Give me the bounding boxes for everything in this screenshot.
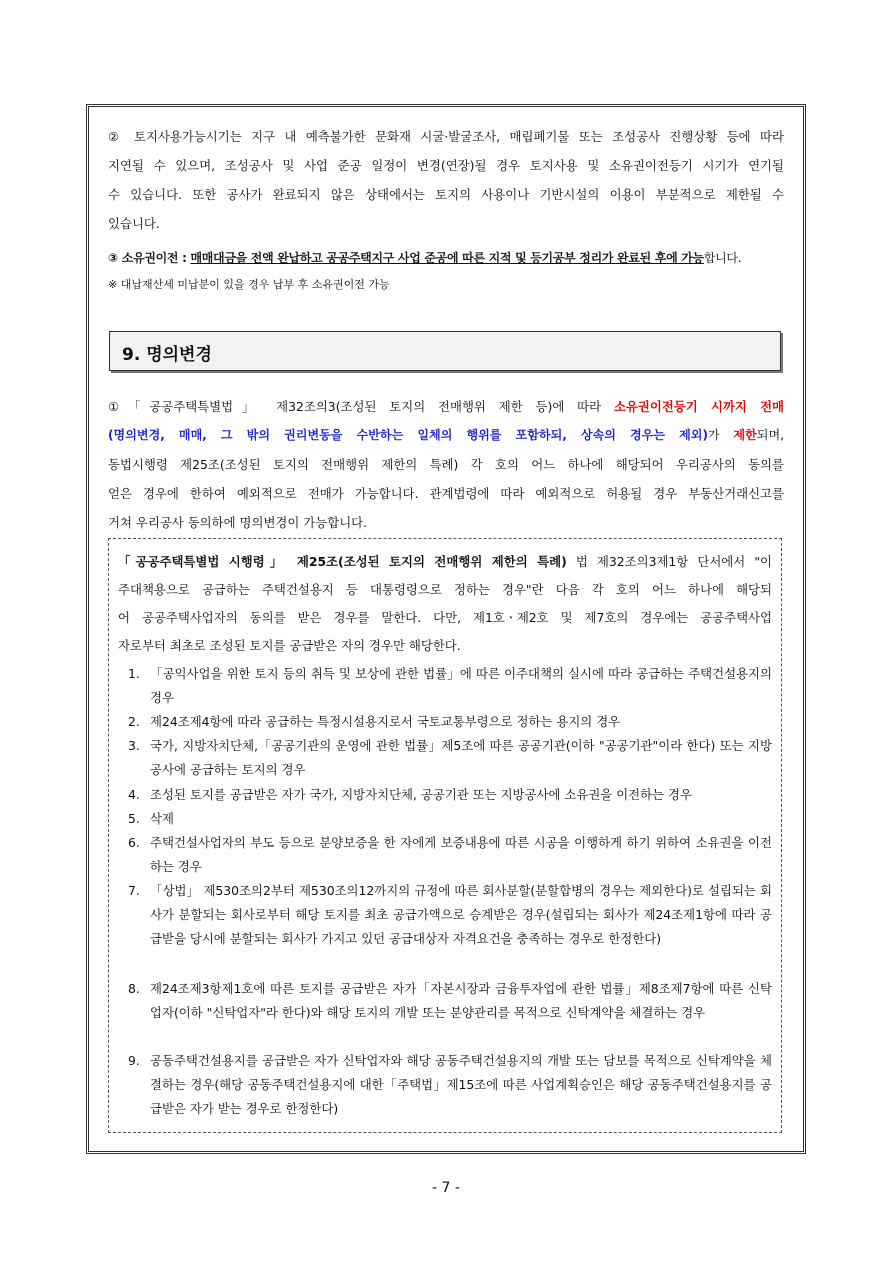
law-item-number: 7. xyxy=(128,883,140,898)
body-line-5: 거쳐 우리공사 동의하에 명의변경이 가능합니다. xyxy=(108,515,368,530)
paragraph-2-line-3: 수 있습니다. 또한 공사가 완료되지 않은 상태에서는 토지의 사용이나 기반시설의 이용이 부분적으로 제한될 수 xyxy=(108,187,784,202)
body-line-3: 동법시행령 제25조(조성된 토지의 전매행위 제한의 특례) 각 호의 어느 하나에 해당되어 우리공사의 동의를 xyxy=(108,457,784,472)
body-line-2-end: 되며, xyxy=(756,428,784,442)
body-line-2 xyxy=(108,421,784,450)
law-item xyxy=(128,977,772,1025)
page-number: - 7 - xyxy=(432,1180,460,1196)
law-item-number: 3. xyxy=(128,738,140,753)
section-heading xyxy=(109,331,781,371)
law-item-text: 국가, 지방자치단체,「공공기관의 운영에 관한 법률」제5조에 따른 공공기관(이하 "공공기관"이라 한다) 또는 지방공사에 공급하는 토지의 경우 xyxy=(150,738,772,777)
law-item-text: 삭제 xyxy=(150,811,174,826)
law-item-text: 주택건설사업자의 부도 등으로 분양보증을 한 자에게 보증내용에 따른 시공을 이행하게 하기 위하여 소유권을 이전하는 경우 xyxy=(150,835,772,874)
law-item-number: 5. xyxy=(128,811,140,826)
body-line-2-text: 가 xyxy=(708,428,734,442)
law-item-text: 공동주택건설용지를 공급받은 자가 신탁업자와 해당 공동주택건설용지의 개발 또는 담보를 목적으로 신탁계약을 체결하는 경우(해당 공동주택건설용지에 대한「주택법」제15조에 따른 사업계획승인은 해당 공동주택건설용지를 공급받은 자가 받는 경우로 한정한다) xyxy=(150,1053,772,1116)
law-item xyxy=(128,710,772,734)
paragraph-2-line-4: 있습니다. xyxy=(108,216,160,231)
law-item xyxy=(128,1049,772,1121)
law-item-text: 제24조제3항제1호에 따른 토지를 공급받은 자가「자본시장과 금융투자업에 관한 법률」제8조제7항에 따른 신탁업자(이하 "신탁업자"라 한다)와 해당 토지의 개발 또는 분양관리를 목적으로 신탁계약을 체결하는 경우 xyxy=(150,981,772,1020)
ownership-transfer-condition: 매매대금을 전액 완납하고 공공주택지구 사업 준공에 따른 지적 및 등기공부 정리가 완료된 후에 가능 xyxy=(190,251,704,265)
law-item-text: 제24조제4항에 따라 공급하는 특정시설용지로서 국토교통부령으로 정하는 용지의 경우 xyxy=(150,714,621,729)
paragraph-2-line-1: ② 토지사용가능시기는 지구 내 예측불가한 문화재 시굴·발굴조사, 매립폐기물 또는 조성공사 진행상황 등에 따라 xyxy=(108,129,784,144)
body-line-1 xyxy=(108,392,784,421)
law-item-number: 4. xyxy=(128,787,140,802)
body-line-1-text: ①「공공주택특별법」 제32조의3(조성된 토지의 전매행위 제한 등)에 따라 xyxy=(108,399,614,414)
section-title: 9. 명의변경 xyxy=(122,345,212,365)
paragraph-3 xyxy=(108,244,784,273)
resale-restriction-highlight: 소유권이전등기 시까지 전매 xyxy=(613,399,785,414)
law-item-text: 「공익사업을 위한 토지 등의 취득 및 보상에 관한 법률」에 따른 이주대책의 실시에 따라 공급하는 주택건설용지의 경우 xyxy=(150,666,772,705)
law-item-number: 6. xyxy=(128,835,140,850)
law-item xyxy=(128,831,772,879)
law-item xyxy=(128,734,772,782)
law-intro-line-4: 자로부터 최초로 조성된 토지를 공급받은 자의 경우만 해당한다. xyxy=(118,638,461,653)
law-intro-line-3: 어 공공주택사업자의 동의를 받은 경우를 말한다. 다만, 제1호ㆍ제2호 및 제7호의 경우에는 공공주택사업 xyxy=(118,610,772,625)
paragraph-2-line-2: 지연될 수 있으며, 조성공사 및 사업 준공 일정이 변경(연장)될 경우 토지사용 및 소유권이전등기 시기가 연기될 xyxy=(108,158,784,173)
law-item xyxy=(128,783,772,807)
law-title: 「공공주택특별법 시행령」 제25조(조성된 토지의 전매행위 제한의 특례) xyxy=(118,554,567,569)
law-intro-line-1 xyxy=(118,548,772,575)
law-item-number: 1. xyxy=(128,666,140,681)
law-item xyxy=(128,879,772,951)
ownership-transfer-label: ③ 소유권이전 : xyxy=(108,251,191,265)
law-intro-line-2: 주대책용으로 공급하는 주택건설용지 등 대통령령으로 정하는 경우"란 다음 각 호의 어느 하나에 해당되 xyxy=(118,582,772,597)
restriction-word: 제한 xyxy=(733,428,757,442)
law-intro-line-1-text: 법 제32조의3제1항 단서에서 "이 xyxy=(566,554,772,569)
law-item-number: 8. xyxy=(128,981,140,996)
law-item xyxy=(128,662,772,710)
law-item-number: 2. xyxy=(128,714,140,729)
law-item-text: 조성된 토지를 공급받은 자가 국가, 지방자치단체, 공공기관 또는 지방공사에 소유권을 이전하는 경우 xyxy=(150,787,692,802)
ownership-transfer-suffix: 합니다. xyxy=(703,251,742,265)
law-item xyxy=(128,807,772,831)
body-line-4: 얻은 경우에 한하여 예외적으로 전매가 가능합니다. 관계법령에 따라 예외적으로 허용될 경우 부동산거래신고를 xyxy=(108,486,784,501)
tax-note: ※ 대납재산세 미납분이 있을 경우 납부 후 소유권이전 가능 xyxy=(108,278,390,291)
scope-highlight: (명의변경, 매매, 그 밖의 권리변동을 수반하는 일체의 행위를 포함하되, 상속의 경우는 제외) xyxy=(108,428,709,442)
law-item-text: 「상법」 제530조의2부터 제530조의12까지의 규정에 따른 회사분할(분할합병의 경우는 제외한다)로 설립되는 회사가 분할되는 회사로부터 해당 토지를 최초 공급가액으로 승계받은 경우(설립되는 회사가 제24조제1항에 따라 공급받을 당시에 분할되는 회사가 가지고 있던 공급대상자 자격요건을 충족하는 경우로 한정한다) xyxy=(150,883,772,946)
law-item-number: 9. xyxy=(128,1053,140,1068)
